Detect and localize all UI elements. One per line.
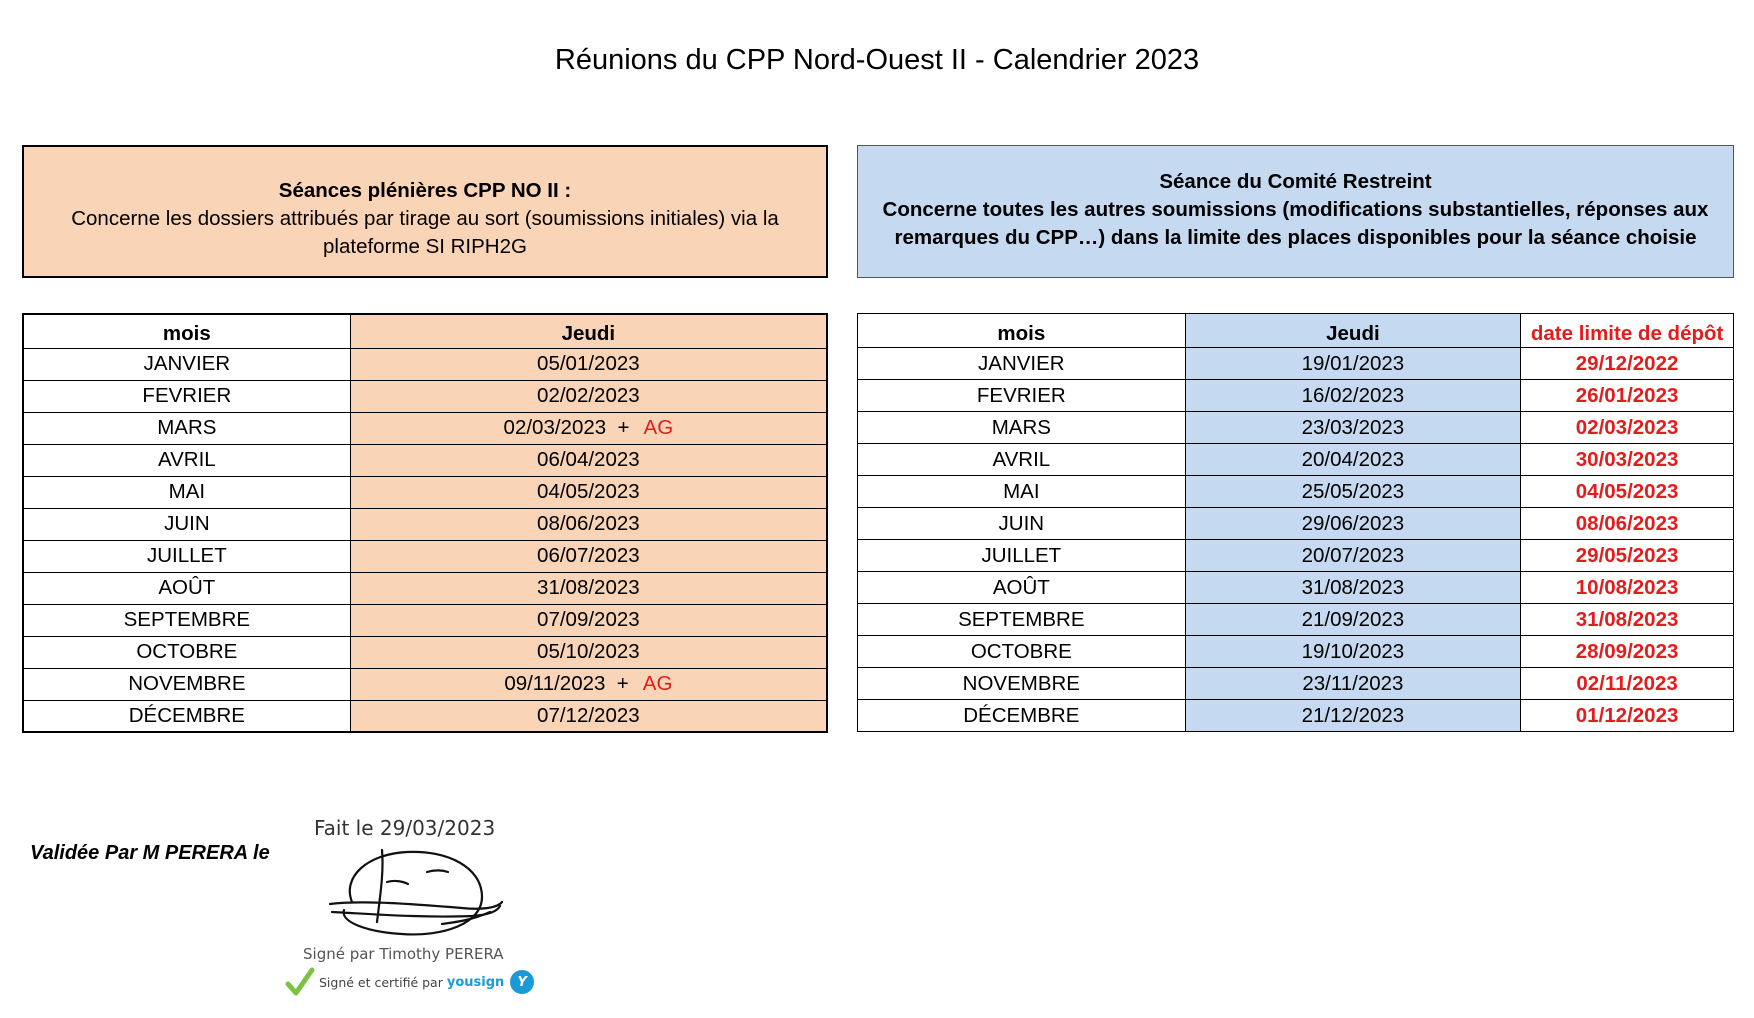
cell-date-limite: 29/12/2022 — [1521, 348, 1734, 380]
restricted-table — [857, 313, 1734, 732]
cell-mois: NOVEMBRE — [858, 668, 1186, 700]
cell-mois: JUIN — [858, 508, 1186, 540]
table-row — [858, 700, 1734, 732]
table-row — [23, 444, 827, 476]
col-header-jeudi: Jeudi — [350, 314, 827, 348]
restricted-heading: Séance du Comité Restreint — [1159, 169, 1432, 193]
table-row — [858, 476, 1734, 508]
table-row — [23, 604, 827, 636]
date-value: 09/11/2023 + — [504, 672, 629, 695]
cell-mois: AVRIL — [858, 444, 1186, 476]
plenary-table — [22, 313, 828, 733]
cell-jeudi: 21/09/2023 — [1185, 604, 1521, 636]
cell-jeudi: 19/10/2023 — [1185, 636, 1521, 668]
date-value: 04/05/2023 — [537, 480, 640, 503]
col-header-mois: mois — [23, 314, 350, 348]
table-row — [23, 668, 827, 700]
cell-jeudi: 29/06/2023 — [1185, 508, 1521, 540]
table-row — [23, 572, 827, 604]
cell-jeudi: 16/02/2023 — [1185, 380, 1521, 412]
date-value: 02/02/2023 — [537, 384, 640, 407]
table-row — [23, 476, 827, 508]
cell-mois: JANVIER — [23, 348, 350, 380]
cell-mois: FEVRIER — [858, 380, 1186, 412]
validated-by-label: Validée Par M PERERA le — [30, 842, 270, 864]
page-title: Réunions du CPP Nord-Ouest II - Calendrier 2023 — [554, 44, 1200, 76]
cell-jeudi — [350, 636, 827, 668]
plenary-heading: Séances plénières CPP NO II : — [278, 178, 572, 202]
date-value: 07/09/2023 — [537, 608, 640, 631]
cell-date-limite: 28/09/2023 — [1521, 636, 1734, 668]
cell-mois: JUILLET — [23, 540, 350, 572]
plenary-info-box — [22, 145, 828, 278]
date-value: 05/10/2023 — [537, 640, 640, 663]
cell-mois: MAI — [858, 476, 1186, 508]
table-row — [23, 412, 827, 444]
cell-mois: SEPTEMBRE — [23, 604, 350, 636]
cell-mois: JUIN — [23, 508, 350, 540]
table-row — [23, 508, 827, 540]
cell-jeudi: 20/04/2023 — [1185, 444, 1521, 476]
plenary-desc-line2: plateforme SI RIPH2G — [323, 234, 527, 258]
table-row — [858, 636, 1734, 668]
cell-mois: MARS — [23, 412, 350, 444]
cell-jeudi: 25/05/2023 — [1185, 476, 1521, 508]
col-header-jeudi: Jeudi — [1185, 314, 1521, 348]
table-row — [23, 700, 827, 732]
cell-jeudi — [350, 508, 827, 540]
cell-date-limite: 30/03/2023 — [1521, 444, 1734, 476]
cell-jeudi — [350, 668, 827, 700]
restricted-desc-line2: remarques du CPP…) dans la limite des places disponibles pour la séance choisie — [894, 225, 1697, 249]
table-row — [858, 572, 1734, 604]
cell-jeudi: 19/01/2023 — [1185, 348, 1521, 380]
cell-jeudi — [350, 348, 827, 380]
cell-date-limite: 04/05/2023 — [1521, 476, 1734, 508]
date-value: 06/07/2023 — [537, 544, 640, 567]
yousign-brand: yousign — [446, 974, 505, 990]
date-value: 08/06/2023 — [537, 512, 640, 535]
cell-jeudi — [350, 572, 827, 604]
table-row — [23, 348, 827, 380]
table-row — [858, 508, 1734, 540]
plenary-desc-line1: Concerne les dossiers attribués par tirage au sort (soumissions initiales) via la — [71, 206, 779, 230]
table-row — [858, 380, 1734, 412]
cell-mois: DÉCEMBRE — [23, 700, 350, 732]
cell-jeudi — [350, 540, 827, 572]
date-value: 06/04/2023 — [537, 448, 640, 471]
cell-jeudi: 21/12/2023 — [1185, 700, 1521, 732]
cell-mois: DÉCEMBRE — [858, 700, 1186, 732]
cell-date-limite: 01/12/2023 — [1521, 700, 1734, 732]
cell-jeudi: 31/08/2023 — [1185, 572, 1521, 604]
certification-badge — [285, 966, 534, 998]
date-value: 07/12/2023 — [537, 703, 640, 727]
check-icon — [285, 966, 315, 998]
table-row — [858, 348, 1734, 380]
plenary-table-body — [23, 348, 827, 732]
cell-mois: JUILLET — [858, 540, 1186, 572]
certified-label: Signé et certifié par — [319, 974, 443, 990]
cell-jeudi — [350, 476, 827, 508]
date-value: 05/01/2023 — [537, 352, 640, 375]
cell-mois: OCTOBRE — [858, 636, 1186, 668]
cell-jeudi — [350, 412, 827, 444]
col-header-mois: mois — [858, 314, 1186, 348]
table-row — [23, 636, 827, 668]
cell-jeudi: 23/11/2023 — [1185, 668, 1521, 700]
cell-mois: AVRIL — [23, 444, 350, 476]
yousign-logo-icon: Y — [510, 970, 534, 994]
restricted-desc-line1: Concerne toutes les autres soumissions (modifications substantielles, réponses aux — [882, 197, 1709, 221]
cell-mois: FEVRIER — [23, 380, 350, 412]
cell-mois: MAI — [23, 476, 350, 508]
table-row — [858, 540, 1734, 572]
table-row — [858, 412, 1734, 444]
cell-mois: NOVEMBRE — [23, 668, 350, 700]
cell-jeudi — [350, 700, 827, 732]
restricted-info-box — [857, 145, 1734, 278]
cell-date-limite: 02/11/2023 — [1521, 668, 1734, 700]
cell-mois: SEPTEMBRE — [858, 604, 1186, 636]
table-header-row — [858, 314, 1734, 348]
ag-marker: AG — [642, 672, 673, 695]
cell-date-limite: 02/03/2023 — [1521, 412, 1734, 444]
cell-jeudi: 20/07/2023 — [1185, 540, 1521, 572]
cell-mois: OCTOBRE — [23, 636, 350, 668]
restricted-table-body — [858, 348, 1734, 732]
table-header-row — [23, 314, 827, 348]
ag-marker: AG — [643, 416, 674, 439]
table-row — [858, 444, 1734, 476]
cell-date-limite: 08/06/2023 — [1521, 508, 1734, 540]
table-row — [858, 668, 1734, 700]
cell-jeudi — [350, 380, 827, 412]
cell-jeudi: 23/03/2023 — [1185, 412, 1521, 444]
date-value: 02/03/2023 + — [503, 416, 630, 439]
cell-mois: AOÛT — [23, 572, 350, 604]
cell-date-limite: 29/05/2023 — [1521, 540, 1734, 572]
signed-date: Fait le 29/03/2023 — [314, 816, 496, 840]
cell-mois: JANVIER — [858, 348, 1186, 380]
table-row — [858, 604, 1734, 636]
table-row — [23, 380, 827, 412]
cell-date-limite: 10/08/2023 — [1521, 572, 1734, 604]
col-header-date-limite: date limite de dépôt — [1521, 314, 1734, 348]
cell-jeudi — [350, 604, 827, 636]
cell-date-limite: 26/01/2023 — [1521, 380, 1734, 412]
date-value: 31/08/2023 — [537, 576, 640, 599]
cell-date-limite: 31/08/2023 — [1521, 604, 1734, 636]
signed-by-label: Signé par Timothy PERERA — [303, 945, 504, 963]
handwritten-signature — [322, 842, 512, 947]
cell-mois: MARS — [858, 412, 1186, 444]
table-row — [23, 540, 827, 572]
cell-mois: AOÛT — [858, 572, 1186, 604]
cell-jeudi — [350, 444, 827, 476]
